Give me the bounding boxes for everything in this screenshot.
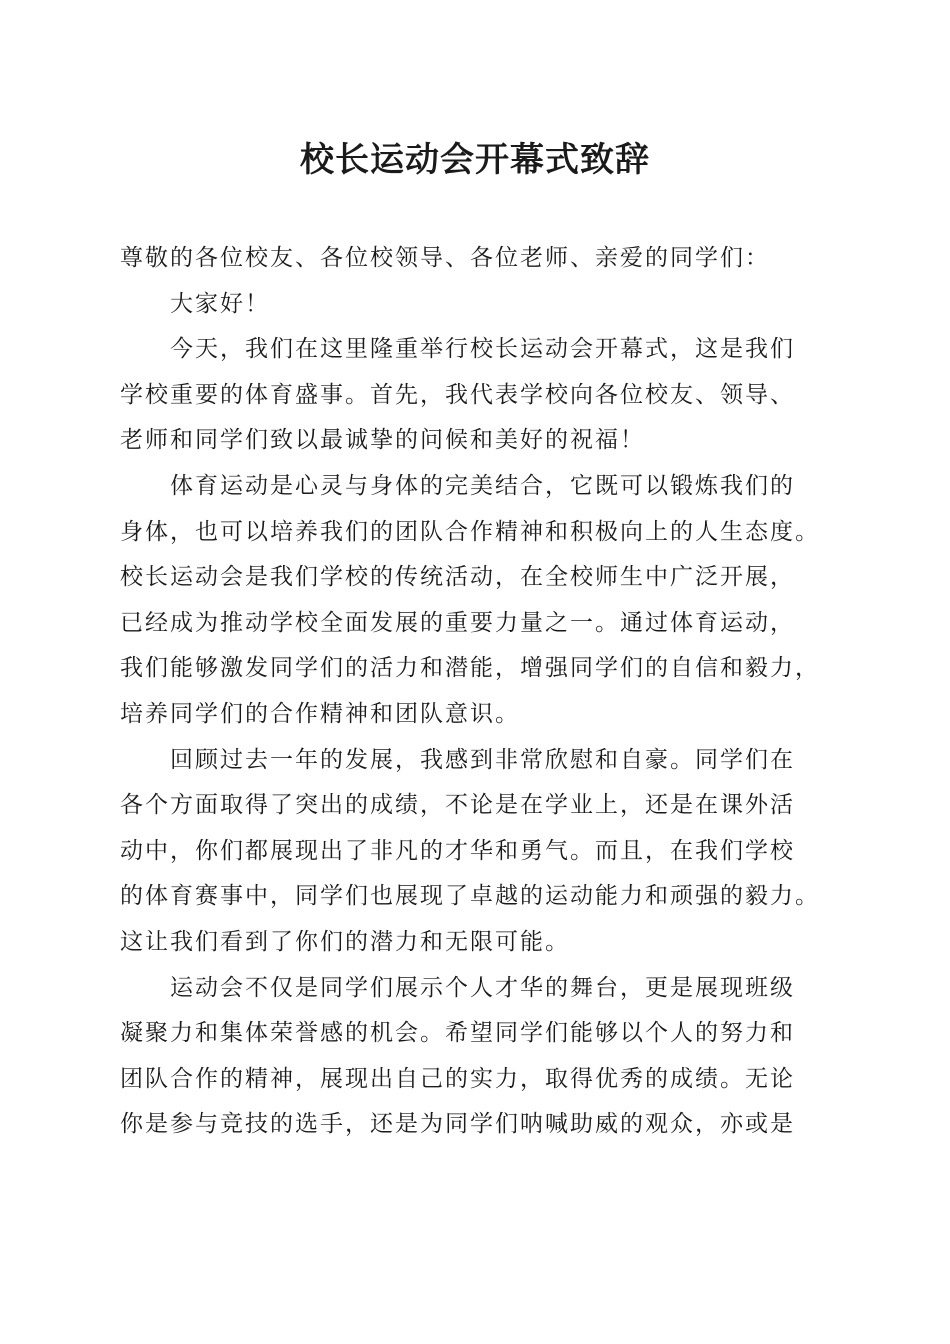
text-line: 体育运动是心灵与身体的完美结合，它既可以锻炼我们的 [170, 472, 795, 499]
text-line: 培养同学们的合作精神和团队意识。 [120, 700, 520, 727]
text-line: 这让我们看到了你们的潜力和无限可能。 [120, 928, 570, 955]
salutation-line: 尊敬的各位校友、各位校领导、各位老师、亲爱的同学们： [120, 245, 770, 271]
text-line: 运动会不仅是同学们展示个人才华的舞台，更是展现班级 [170, 974, 795, 1001]
text-line: 各个方面取得了突出的成绩，不论是在学业上，还是在课外活 [120, 792, 795, 819]
text-line: 你是参与竞技的选手，还是为同学们呐喊助威的观众，亦或是 [120, 1111, 795, 1138]
text-line: 的体育赛事中，同学们也展现了卓越的运动能力和顽强的毅力。 [120, 883, 820, 910]
text-line: 凝聚力和集体荣誉感的机会。希望同学们能够以个人的努力和 [120, 1020, 795, 1047]
document-body [120, 236, 840, 1148]
text-line: 我们能够激发同学们的活力和潜能，增强同学们的自信和毅力， [120, 655, 820, 682]
greeting-line: 大家好！ [170, 290, 270, 317]
page-title: 校长运动会开幕式致辞 [300, 140, 650, 180]
text-line: 学校重要的体育盛事。首先，我代表学校向各位校友、领导、 [120, 381, 795, 408]
text-line: 老师和同学们致以最诚挚的问候和美好的祝福！ [120, 427, 645, 454]
text-line: 已经成为推动学校全面发展的重要力量之一。通过体育运动， [120, 609, 795, 636]
text-line: 校长运动会是我们学校的传统活动，在全校师生中广泛开展， [120, 564, 795, 591]
text-line: 团队合作的精神，展现出自己的实力，取得优秀的成绩。无论 [120, 1065, 795, 1092]
text-line: 回顾过去一年的发展，我感到非常欣慰和自豪。同学们在 [170, 746, 795, 773]
text-line: 身体，也可以培养我们的团队合作精神和积极向上的人生态度。 [120, 518, 820, 545]
text-line: 动中，你们都展现出了非凡的才华和勇气。而且，在我们学校 [120, 837, 795, 864]
text-line: 今天，我们在这里隆重举行校长运动会开幕式，这是我们 [170, 336, 795, 363]
